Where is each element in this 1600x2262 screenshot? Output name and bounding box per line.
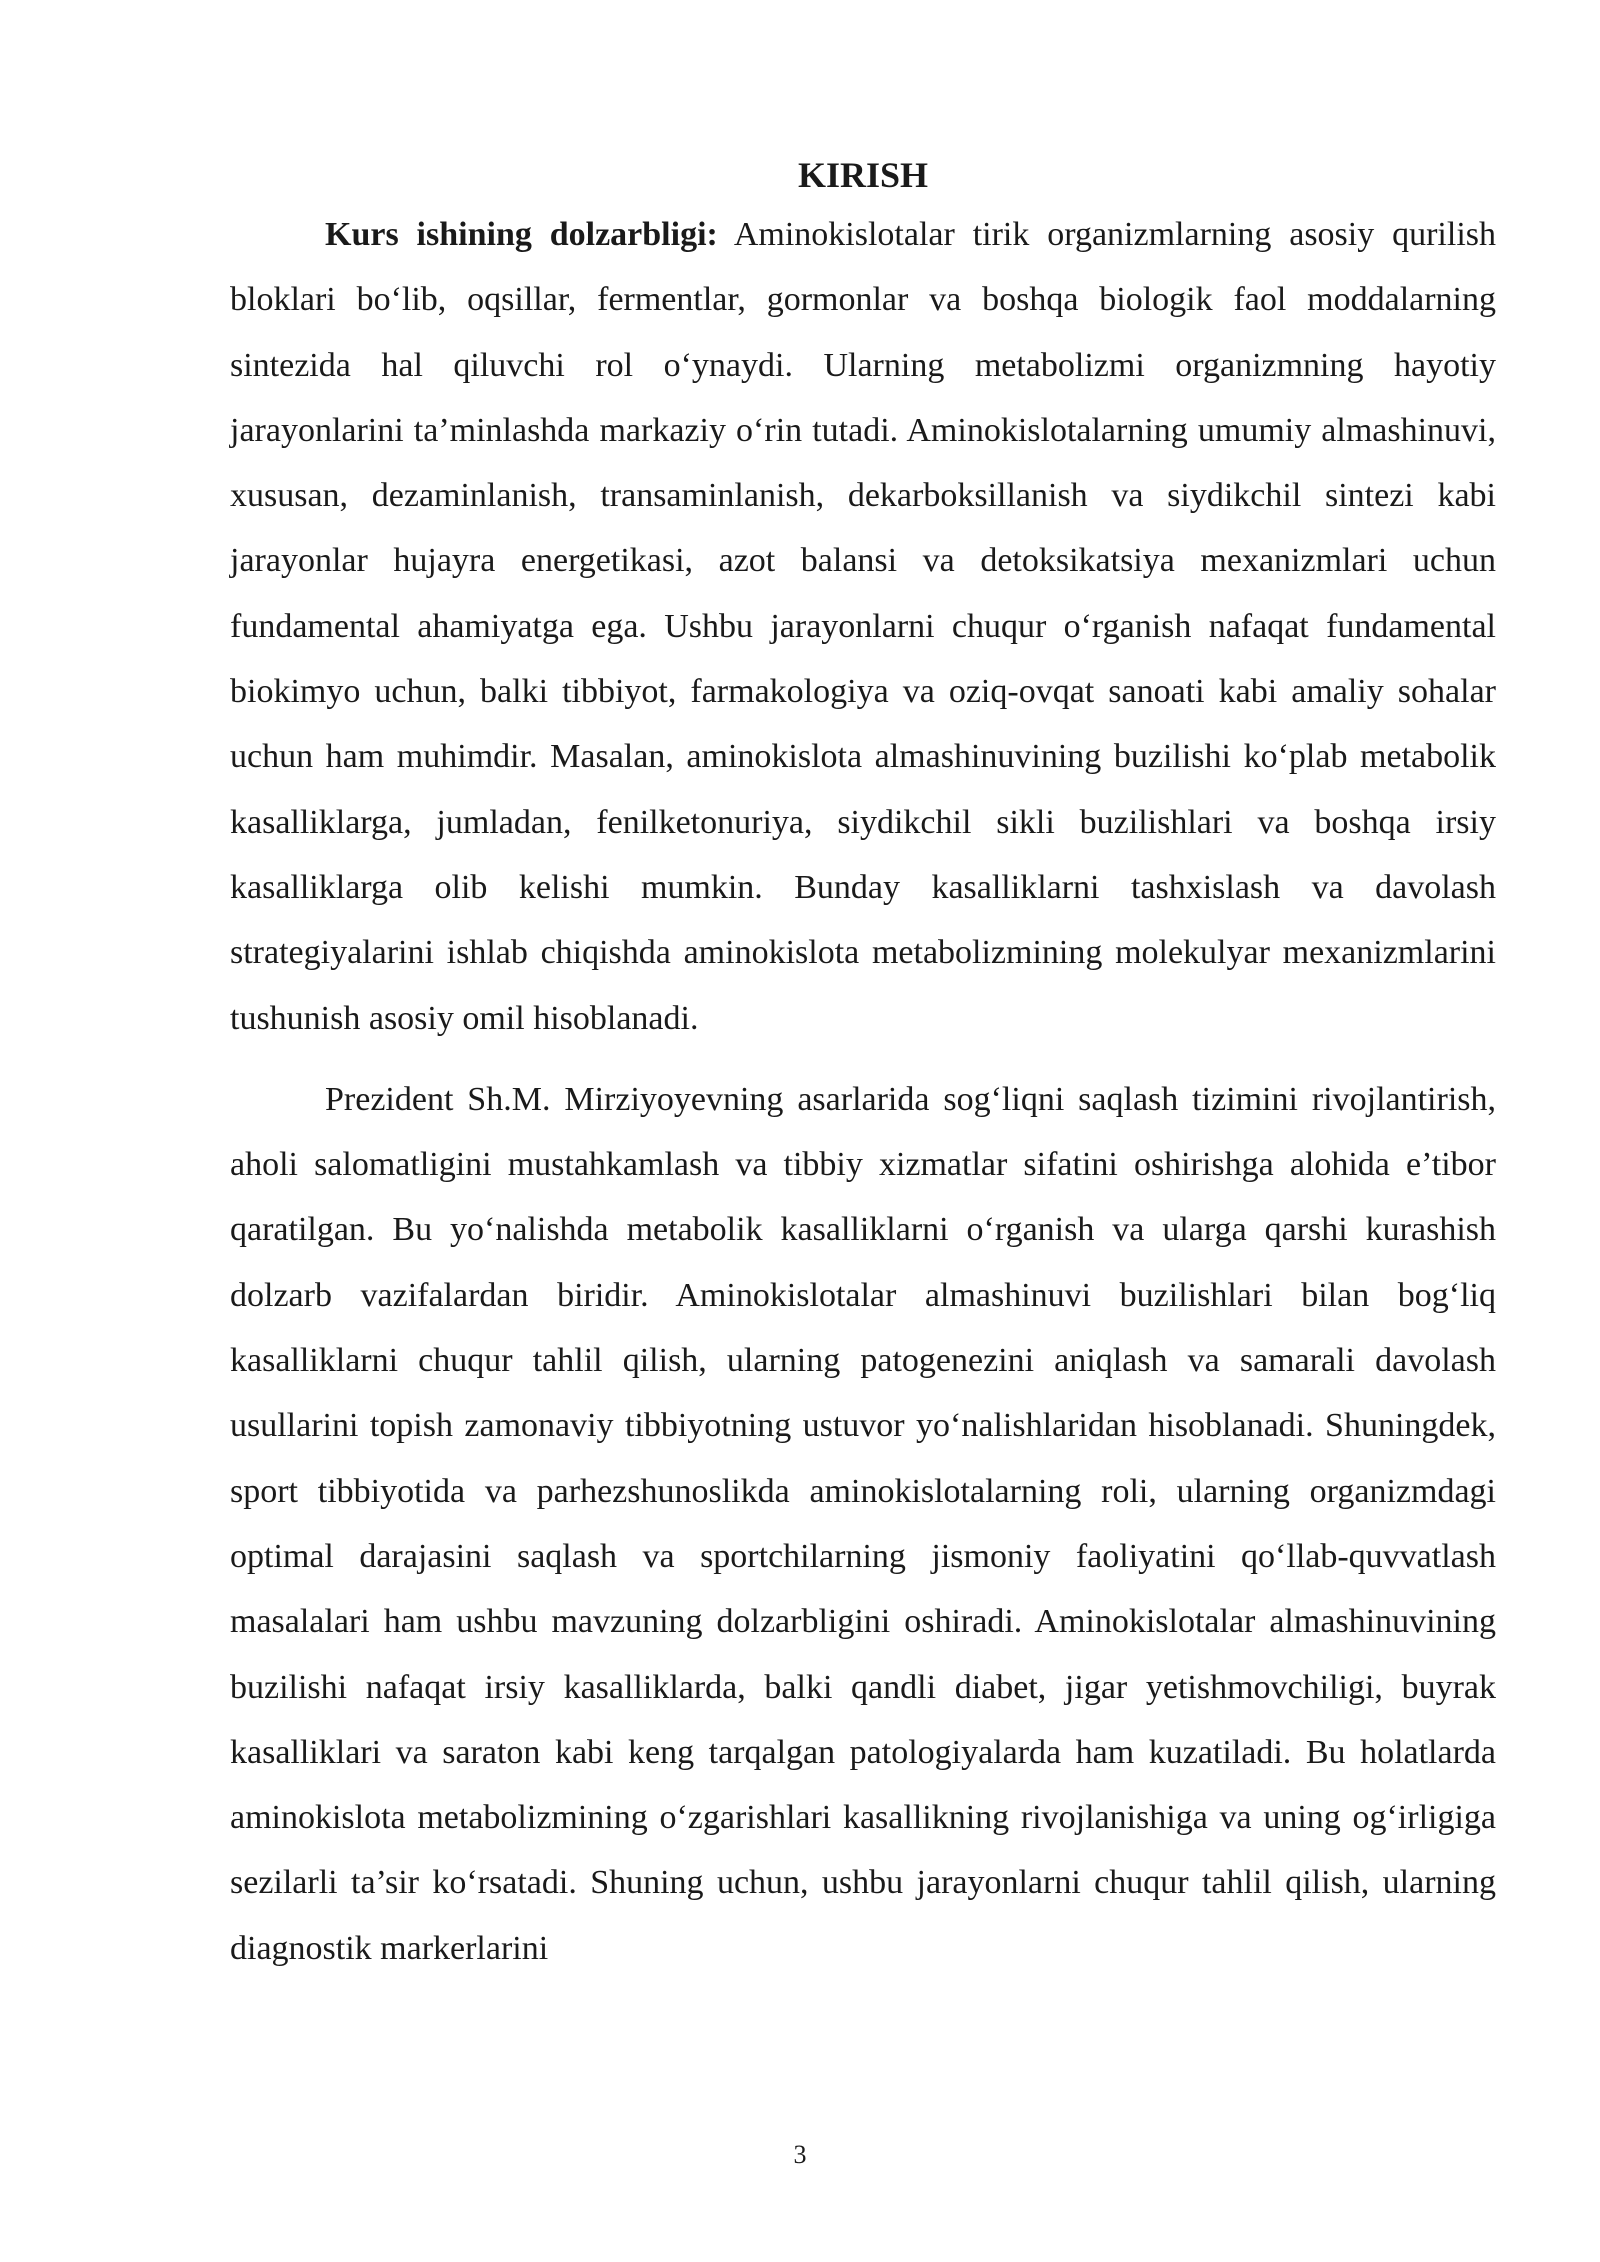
paragraph-lead: Kurs ishining dolzarbligi: (325, 216, 718, 253)
section-heading: KIRISH (797, 155, 929, 195)
page-number: 3 (793, 2140, 807, 2169)
paragraph-text: Aminokislotalar tirik organizmlarning asosiy qurilish bloklari bo‘lib, oqsillar, fermentlar, gormonlar va boshqa biologik faol moddalarning sintezida hal qiluvchi rol o‘ynaydi. Ularning metabolizmi organizmning hayotiy jarayonlarini ta’minlashda markaziy o‘rin tutadi. Aminokislotalarning umumiy almashinuvi, xususan, dezaminlanish, transaminlanish, dekarboksillanish va siydikchil sintezi kabi jarayonlar hujayra energetikasi, azot balansi va detoksikatsiya mexanizmlari uchun fundamental ahamiyatga ega. Ushbu jarayonlarni chuqur o‘rganish nafaqat fundamental biokimyo uchun, balki tibbiyot, farmakologiya va oziq-ovqat sanoati kabi amaliy sohalar uchun ham muhimdir. Masalan, aminokislota almashinuvining buzilishi ko‘plab metabolik kasalliklarga, jumladan, fenilketonuriya, siydikchil sikli buzilishlari va boshqa irsiy kasalliklarga olib kelishi mumkin. Bunday kasalliklarni tashxislash va davolash strategiyalarini ishlab chiqishda aminokislota metabolizmining molekulyar mexanizmlarini tushunish asosiy omil hisoblanadi. (230, 216, 1497, 1037)
paragraph-president (230, 1067, 1496, 1981)
paragraph-relevance (230, 202, 1496, 1051)
document-page (230, 150, 1496, 1981)
paragraph-text: Prezident Sh.M. Mirziyoyevning asarlarida sog‘liqni saqlash tizimini rivojlantirish, aholi salomatligini mustahkamlash va tibbiy xizmatlar sifatini oshirishga alohida e’tibor qaratilgan. Bu yo‘nalishda metabolik kasalliklarni o‘rganish va ularga qarshi kurashish dolzarb vazifalardan biridir. Aminokislotalar almashinuvi buzilishlari bilan bog‘liq kasalliklarni chuqur tahlil qilish, ularning patogenezini aniqlash va samarali davolash usullarini topish zamonaviy tibbiyotning ustuvor yo‘nalishlaridan hisoblanadi. Shuningdek, sport tibbiyotida va parhezshunoslikda aminokislotalarning roli, ularning organizmdagi optimal darajasini saqlash va sportchilarning jismoniy faoliyatini qo‘llab-quvvatlash masalalari ham ushbu mavzuning dolzarbligini oshiradi. Aminokislotalar almashinuvining buzilishi nafaqat irsiy kasalliklarda, balki qandli diabet, jigar yetishmovchiligi, buyrak kasalliklari va saraton kabi keng tarqalgan patologiyalarda ham kuzatiladi. Bu holatlarda aminokislota metabolizmining o‘zgarishlari kasallikning rivojlanishiga va uning og‘irligiga sezilarli ta’sir ko‘rsatadi. Shuning uchun, ushbu jarayonlarni chuqur tahlil qilish, ularning diagnostik markerlarini (230, 1080, 1496, 1967)
